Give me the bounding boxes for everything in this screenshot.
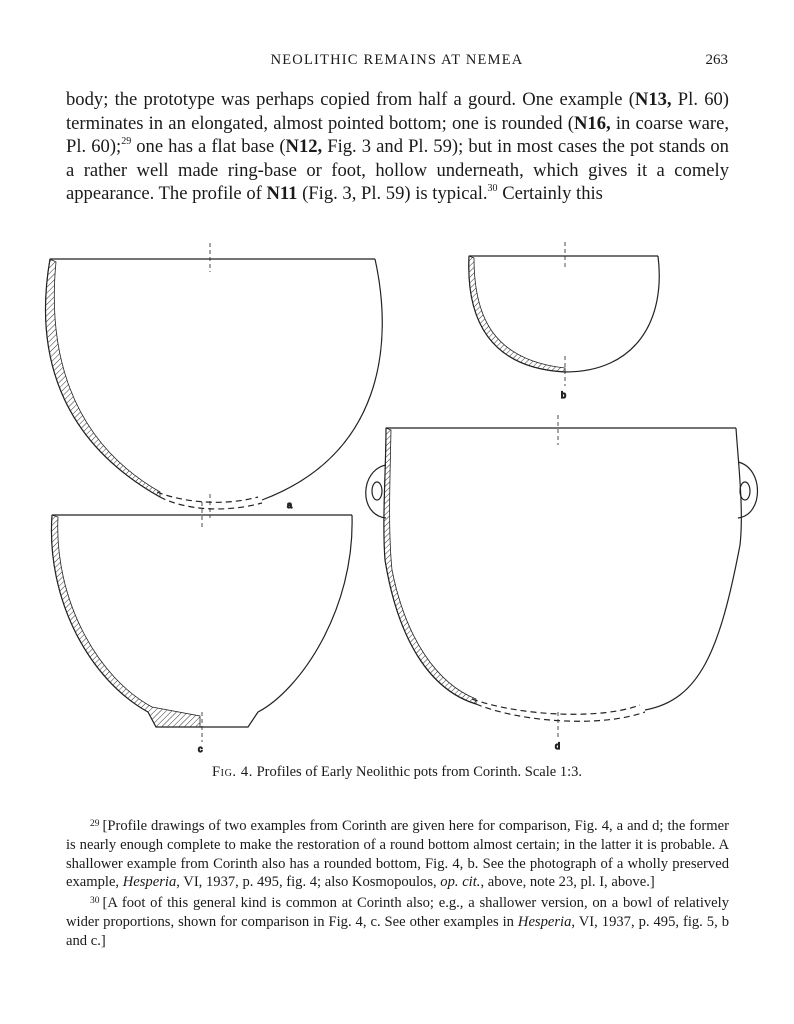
label-b: b	[561, 390, 567, 400]
caption-text: Profiles of Early Neolithic pots from Corinth. Scale 1:3.	[256, 764, 582, 780]
journal-title: Hesperia	[517, 913, 572, 930]
label-c: c	[198, 744, 203, 754]
pot-profile-a	[46, 243, 383, 518]
body-text-run: body; the prototype was perhaps copied from half a gourd. One example (	[66, 89, 635, 110]
footnote-30	[66, 892, 729, 950]
body-text-run: Pl. 60) terminates in an elongated, almost pointed bottom; one is rounded (	[66, 89, 729, 134]
pot-profile-c	[51, 502, 352, 754]
footnote-number: 30	[90, 896, 100, 907]
op-cit: op. cit.	[440, 874, 481, 891]
footnotes	[66, 815, 729, 951]
footnote-text-run: [A foot of this general kind is common at Corinth also; e.g., a shallower version, on a bowl of relatively wider proportions, shown for comparison in Fig. 4, c. See other examples in	[66, 895, 729, 930]
footnote-ref-29: 29	[121, 136, 132, 147]
ref-n16: N16,	[573, 112, 611, 134]
ref-n13: N13,	[634, 89, 672, 110]
body-text-run: one has a flat base (	[131, 136, 286, 158]
body-text-run: in coarse ware, Pl. 60);	[66, 112, 729, 158]
footnote-number: 29	[90, 819, 100, 829]
footnote-ref-30: 30	[487, 183, 498, 195]
body-text-run: Fig. 3 and Pl. 59); but in most cases the pot stands on a rather well made ring-base or foot, hollow underneath, which gives it a comely appearance. The profile of	[66, 136, 729, 205]
ref-n11: N11	[266, 183, 298, 205]
body-text-run: (Fig. 3, Pl. 59) is typical.	[297, 183, 488, 205]
pot-profile-d	[366, 415, 758, 751]
body-text-run: Certainly this	[497, 183, 603, 205]
label-d: d	[555, 741, 561, 751]
journal-title: Hesperia	[122, 874, 177, 891]
pot-profile-b	[469, 242, 660, 400]
figure-label: Fig. 4.	[212, 764, 253, 780]
footnote-text-run: , VI, 1937, p. 495, fig. 4; also Kosmopoulos,	[176, 874, 441, 891]
footnote-29	[66, 815, 729, 892]
footnote-text-run: , VI, 1937, p. 495, fig. 5, b and c.]	[66, 913, 729, 949]
running-title: NEOLITHIC REMAINS AT NEMEA	[270, 52, 524, 68]
label-a: a	[287, 500, 293, 510]
page-number: 263	[705, 52, 728, 68]
footnote-text-run: [Profile drawings of two examples from Corinth are given here for comparison, Fig. 4, a and d; the former is nearly enough complete to make the restoration of a round bottom almost certain; in the latter it is probable. A shallower example from Corinth also has a rounded bottom, Fig. 4, b. See the photograph of a wholly preserved example,	[66, 818, 729, 891]
footnote-text-run: , above, note 23, pl. I, above.]	[480, 874, 655, 891]
figure-caption	[0, 764, 794, 781]
ref-n12: N12,	[285, 136, 323, 158]
